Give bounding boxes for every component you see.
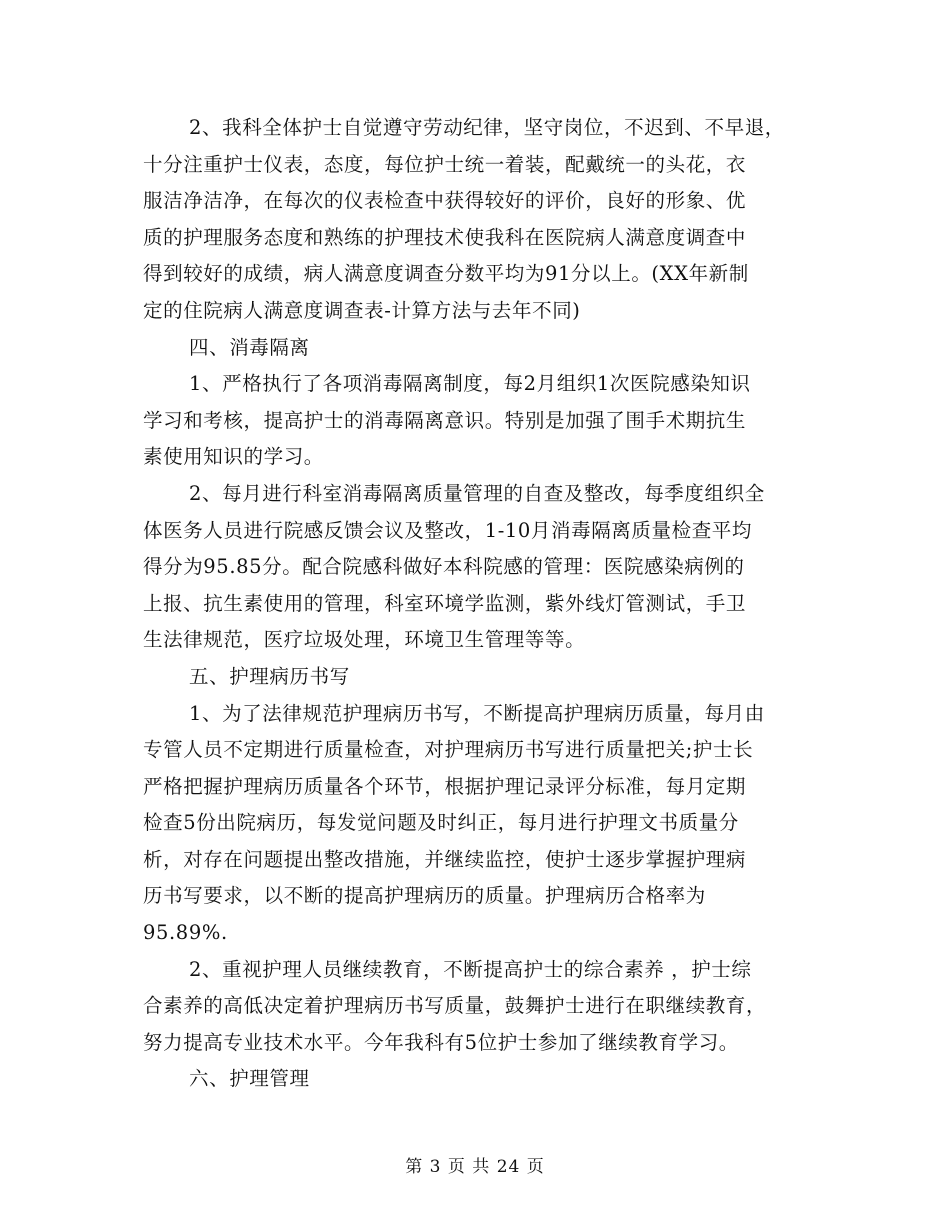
text-line: 得分为95.85分。配合院感科做好本科院感的管理：医院感染病例的 [143, 555, 745, 579]
text-line: 得到较好的成绩，病人满意度调查分数平均为91分以上。(XX年新制 [143, 262, 749, 286]
text-line: 努力提高专业技术水平。今年我科有5位护士参加了继续教育学习。 [143, 1030, 739, 1054]
text-line: 2、重视护理人员继续教育，不断提高护士的综合素养 ，护士综 [189, 957, 752, 981]
text-line: 历书写要求，以不断的提高护理病历的质量。护理病历合格率为 [143, 884, 706, 908]
text-line: 1、为了法律规范护理病历书写，不断提高护理病历质量，每月由 [189, 701, 765, 725]
text-line: 检查5份出院病历，每发觉问题及时纠正，每月进行护理文书质量分 [143, 811, 739, 835]
text-line: 学习和考核，提高护士的消毒隔离意识。特别是加强了围手术期抗生 [143, 408, 747, 432]
text-line: 2、每月进行科室消毒隔离质量管理的自查及整改，每季度组织全 [189, 481, 765, 505]
text-line: 析，对存在问题提出整改措施，并继续监控，使护士逐步掌握护理病 [143, 847, 747, 871]
text-line: 95.89%. [143, 921, 228, 945]
text-line: 六、护理管理 [189, 1067, 310, 1091]
page-number-footer: 第 3 页 共 24 页 [405, 1157, 545, 1177]
text-line: 合素养的高低决定着护理病历书写质量，鼓舞护士进行在职继续教育， [143, 994, 767, 1018]
text-line: 专管人员不定期进行质量检查，对护理病历书写进行质量把关;护士长 [143, 738, 754, 762]
text-line: 质的护理服务态度和熟练的护理技术使我科在医院病人满意度调查中 [143, 225, 747, 249]
text-line: 素使用知识的学习。 [143, 445, 324, 469]
text-line: 四、消毒隔离 [189, 335, 310, 359]
text-line: 体医务人员进行院感反馈会议及整改，1-10月消毒隔离质量检查平均 [143, 518, 753, 542]
text-line: 生法律规范，医疗垃圾处理，环境卫生管理等等。 [143, 628, 586, 652]
text-line: 十分注重护士仪表，态度，每位护士统一着装，配戴统一的头花，衣 [143, 152, 747, 176]
text-line: 服洁净洁净，在每次的仪表检查中获得较好的评价，良好的形象、优 [143, 189, 747, 213]
text-line: 严格把握护理病历质量各个环节，根据护理记录评分标准，每月定期 [143, 774, 747, 798]
text-line: 上报、抗生素使用的管理，科室环境学监测，紫外线灯管测试，手卫 [143, 591, 747, 615]
text-line: 1、严格执行了各项消毒隔离制度，每2月组织1次医院感染知识 [189, 372, 751, 396]
document-body [143, 110, 813, 1098]
text-line: 五、护理病历书写 [189, 664, 350, 688]
text-line: 2、我科全体护士自觉遵守劳动纪律，坚守岗位，不迟到、不早退， [189, 116, 785, 139]
text-line: 定的住院病人满意度调查表-计算方法与去年不同) [143, 298, 581, 322]
